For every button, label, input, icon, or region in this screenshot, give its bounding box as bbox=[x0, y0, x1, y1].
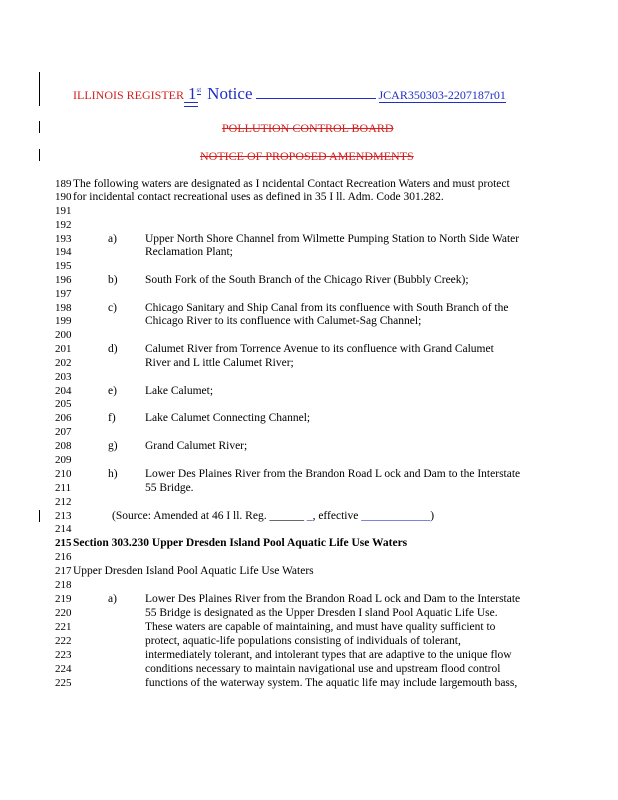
para-a-text: 55 Bridge is designated as the Upper Dresden I sland Pool Aquatic Life Use. bbox=[145, 607, 498, 619]
item-f-text: Lake Calumet Connecting Channel; bbox=[145, 412, 311, 424]
line-number: 221 bbox=[55, 621, 72, 633]
change-bar-agency bbox=[39, 121, 40, 133]
line-number: 201 bbox=[55, 343, 72, 355]
change-bar-source bbox=[39, 510, 40, 522]
item-letter: f) bbox=[108, 412, 116, 424]
line-number: 194 bbox=[55, 246, 72, 258]
line-number: 192 bbox=[55, 219, 72, 231]
line-number: 223 bbox=[55, 649, 72, 661]
reg-blank: ______ bbox=[269, 510, 304, 522]
item-c-text: Chicago River to its confluence with Calumet-Sag Channel; bbox=[145, 315, 422, 327]
item-h-text: 55 Bridge. bbox=[145, 482, 194, 494]
line-number: 219 bbox=[55, 593, 72, 605]
line-number: 204 bbox=[55, 385, 72, 397]
item-g-text: Grand Calumet River; bbox=[145, 440, 248, 452]
line-number: 207 bbox=[55, 426, 72, 438]
para-letter: a) bbox=[108, 593, 117, 605]
source-note: (Source: Amended at 46 I ll. Reg. ______ _, effective ____________) bbox=[112, 510, 435, 522]
line-number: 209 bbox=[55, 454, 72, 466]
line-number: 224 bbox=[55, 663, 72, 675]
line-number: 216 bbox=[55, 551, 72, 563]
para-a-text: Lower Des Plaines River from the Brandon Road L ock and Dam to the Interstate bbox=[145, 593, 521, 605]
item-letter: b) bbox=[108, 274, 118, 286]
line-number: 206 bbox=[55, 412, 72, 424]
line-number: 222 bbox=[55, 635, 72, 647]
line-number: 211 bbox=[55, 482, 72, 494]
line-number: 225 bbox=[55, 677, 72, 689]
reg-blank-edit: _ bbox=[306, 510, 313, 522]
para-a-text: functions of the waterway system. The aquatic life may include largemouth bass, bbox=[145, 677, 518, 689]
line-number: 210 bbox=[55, 468, 72, 480]
register-header bbox=[73, 84, 506, 104]
item-a-text: Upper North Shore Channel from Wilmette Pumping Station to North Side Water bbox=[145, 233, 520, 245]
line-number: 214 bbox=[55, 523, 72, 535]
header-underline bbox=[256, 98, 376, 99]
line-number: 205 bbox=[55, 398, 72, 410]
item-b-text: South Fork of the South Branch of the Chicago River (Bubbly Creek); bbox=[145, 274, 469, 286]
agency-title: POLLUTION CONTROL BOARD bbox=[222, 121, 394, 135]
line-number: 197 bbox=[55, 288, 72, 300]
line-number: 193 bbox=[55, 233, 72, 245]
change-bar-header bbox=[39, 72, 40, 106]
intro-line-189: 189 The following waters are designated as I ncidental Contact Recreation Waters and must protect bbox=[55, 178, 510, 190]
effective-blank: ____________ bbox=[361, 510, 431, 522]
item-letter: c) bbox=[108, 302, 117, 314]
item-letter: h) bbox=[108, 468, 118, 480]
item-a-text: Reclamation Plant; bbox=[145, 246, 233, 258]
para-a-text: These waters are capable of maintaining, and must have quality sufficient to bbox=[145, 621, 496, 633]
notice-label: Notice bbox=[207, 84, 253, 103]
item-letter: g) bbox=[108, 440, 118, 452]
line-number: 212 bbox=[55, 496, 72, 508]
section-heading: 215 Section 303.230 Upper Dresden Island Pool Aquatic Life Use Waters bbox=[55, 537, 408, 549]
para-a-text: intermediately tolerant, and intolerant types that are adaptive to the unique flow bbox=[145, 649, 512, 661]
line-number: 196 bbox=[55, 274, 72, 286]
line-number: 220 bbox=[55, 607, 72, 619]
line-number: 191 bbox=[55, 205, 72, 217]
para-a-text: protect, aquatic-life populations consisting of individuals of tolerant, bbox=[145, 635, 461, 647]
para-a-text: conditions necessary to maintain navigational use and upstream flood control bbox=[145, 663, 501, 675]
notice-title: NOTICE OF PROPOSED AMENDMENTS bbox=[200, 149, 414, 163]
page-number: 1st bbox=[188, 84, 202, 103]
subheading: 217 Upper Dresden Island Pool Aquatic Life Use Waters bbox=[55, 565, 314, 577]
line-number: 213 bbox=[55, 510, 72, 522]
change-bar-notice bbox=[39, 149, 40, 161]
jcar-code: JCAR350303-2207187r01 bbox=[378, 88, 506, 102]
item-letter: a) bbox=[108, 233, 117, 245]
line-number: 202 bbox=[55, 357, 72, 369]
line-number: 195 bbox=[55, 260, 72, 272]
line-number: 218 bbox=[55, 579, 72, 591]
item-h-text: Lower Des Plaines River from the Brandon Road L ock and Dam to the Interstate bbox=[145, 468, 521, 480]
line-number: 208 bbox=[55, 440, 72, 452]
item-d-text: Calumet River from Torrence Avenue to its confluence with Grand Calumet bbox=[145, 343, 494, 355]
item-c-text: Chicago Sanitary and Ship Canal from its confluence with South Branch of the bbox=[145, 302, 509, 314]
register-title: ILLINOIS REGISTER bbox=[73, 88, 184, 102]
line-number: 198 bbox=[55, 302, 72, 314]
item-letter: d) bbox=[108, 343, 118, 355]
header-double-rule bbox=[184, 102, 198, 107]
item-d-text: River and L ittle Calumet River; bbox=[145, 357, 294, 369]
intro-line-190: 190 for incidental contact recreational uses as defined in 35 I ll. Adm. Code 301.282. bbox=[55, 191, 444, 203]
line-number: 200 bbox=[55, 329, 72, 341]
item-letter: e) bbox=[108, 385, 117, 397]
line-number: 199 bbox=[55, 315, 72, 327]
item-e-text: Lake Calumet; bbox=[145, 385, 214, 397]
line-number: 203 bbox=[55, 371, 72, 383]
